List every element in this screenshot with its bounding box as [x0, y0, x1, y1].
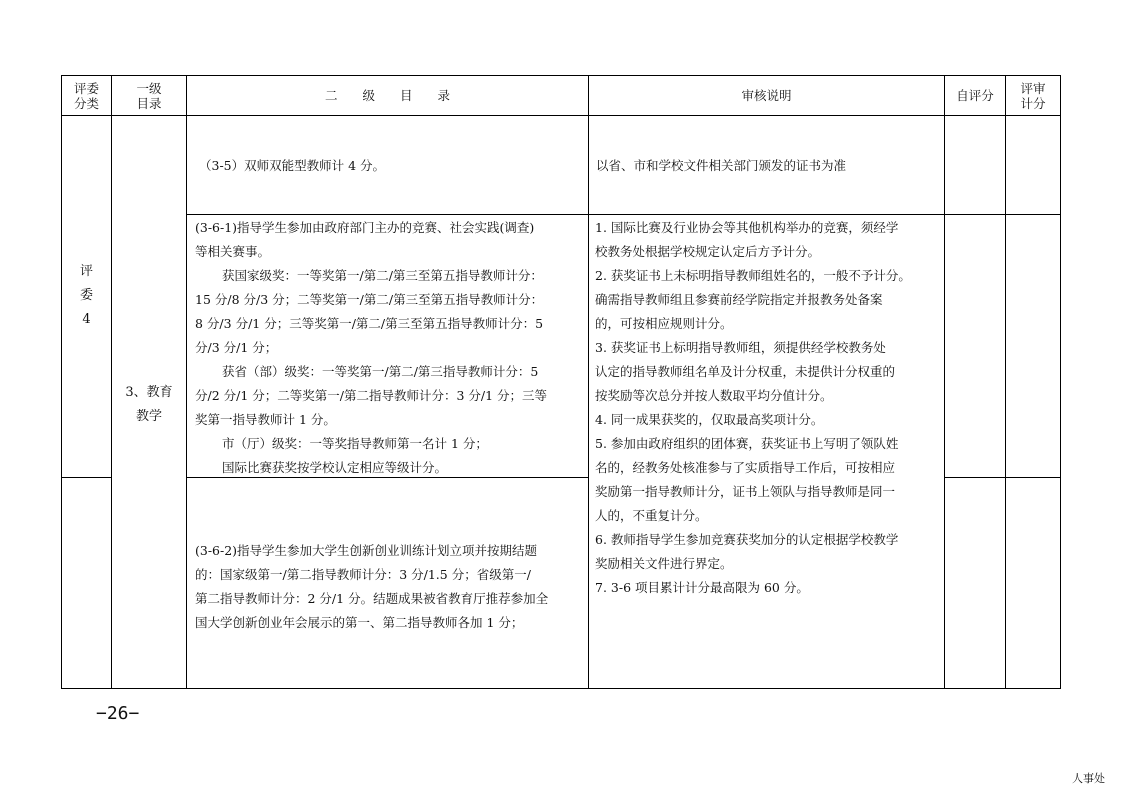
row3-line: (3-6-2)指导学生参加大学生创新创业训练计划立项并按期结题 — [195, 543, 538, 558]
note-line: 2. 获奖证书上未标明指导教师组姓名的，一般不予计分。 — [595, 268, 911, 283]
col-border-3 — [588, 75, 589, 689]
row2-line: 分/2 分/1 分；二等奖第一/第二指导教师计分：3 分/1 分；三等 — [195, 388, 548, 403]
col-border-6 — [1060, 75, 1061, 689]
row2-line: 分/3 分/1 分； — [195, 340, 278, 355]
header-review-score-line1: 评审 — [1020, 80, 1046, 96]
note-line: 确需指导教师组且参赛前经学院指定并报教务处备案 — [595, 292, 883, 307]
note-line: 5. 参加由政府组织的团体赛，获奖证书上写明了领队姓 — [595, 436, 899, 451]
category-cell — [62, 260, 111, 332]
row2-bottom-border-scores — [944, 477, 1061, 478]
note-line: 3. 获奖证书上标明指导教师组，须提供经学校教务处 — [595, 340, 886, 355]
header-review-score-line2: 计分 — [1020, 95, 1046, 111]
level1-line1: 3、教育 — [125, 385, 173, 400]
note-line: 人的，不重复计分。 — [595, 508, 708, 523]
level1-line2: 教学 — [135, 409, 162, 424]
header-review-notes — [589, 76, 944, 115]
header-category — [62, 76, 111, 115]
col-border-2 — [186, 75, 187, 689]
note-line: 1. 国际比赛及行业协会等其他机构举办的竞赛，须经学 — [595, 220, 899, 235]
level1-cell — [112, 381, 186, 429]
page-number: −26− — [96, 703, 140, 724]
row1-item: （3-5）双师双能型教师计 4 分。 — [199, 158, 386, 173]
row2-line: 15 分/8 分/3 分；二等奖第一/第二/第三至第五指导教师计分： — [195, 292, 544, 307]
row2-line: 国际比赛获奖按学校认定相应等级计分。 — [222, 460, 448, 475]
note-line: 按奖励等次总分并按人数取平均分值计分。 — [595, 388, 833, 403]
note-line: 认定的指导教师组名单及计分权重，未提供计分权重的 — [595, 364, 896, 379]
header-bottom-border — [61, 115, 1061, 116]
row3-line: 第二指导教师计分：2 分/1 分。结题成果被省教育厅推荐参加全 — [195, 591, 549, 606]
note-line: 6. 教师指导学生参加竞赛获奖加分的认定根据学校教学 — [595, 532, 899, 547]
corner-mark: 人事处 — [1072, 772, 1105, 785]
header-self-score — [945, 76, 1005, 115]
row2-line: 奖第一指导教师计 1 分。 — [195, 412, 336, 427]
row2-line: 获省（部）级奖：一等奖第一/第二/第三指导教师计分：5 — [222, 364, 539, 379]
row3-line: 国大学创新创业年会展示的第一、第二指导教师各加 1 分； — [195, 615, 524, 630]
header-level1-line1: 一级 — [136, 80, 162, 96]
header-category-line2: 分类 — [73, 95, 99, 111]
header-level1-line2: 目录 — [136, 95, 162, 111]
row1-bottom-border — [187, 214, 1061, 215]
col-border-4 — [944, 75, 945, 689]
row2-bottom-border-left — [61, 477, 111, 478]
row2-line: 8 分/3 分/1 分；三等奖第一/第二/第三至第五指导教师计分：5 — [195, 316, 544, 331]
row2-line: 等相关赛事。 — [195, 244, 271, 259]
header-category-line1: 评委 — [73, 80, 99, 96]
header-self-score-label: 自评分 — [956, 88, 994, 103]
note-line: 的，可按相应规则计分。 — [595, 316, 733, 331]
note-line: 奖励第一指导教师计分，证书上领队与指导教师是同一 — [595, 484, 896, 499]
note-line: 奖励相关文件进行界定。 — [595, 556, 733, 571]
row3-line: 的：国家级第一/第二指导教师计分：3 分/1.5 分；省级第一/ — [195, 567, 531, 582]
header-review-score — [1006, 76, 1060, 115]
row2-line: 市（厅）级奖：一等奖指导教师第一名计 1 分； — [222, 436, 488, 451]
category-line1: 评 — [79, 264, 93, 279]
note-line: 校教务处根据学校规定认定后方予计分。 — [595, 244, 821, 259]
header-level2-label: 二 级 目 录 — [324, 88, 450, 103]
col-border-5 — [1005, 75, 1006, 689]
col-border-0 — [61, 75, 62, 689]
header-review-notes-label: 审核说明 — [741, 88, 792, 103]
row1-note: 以省、市和学校文件相关部门颁发的证书为准 — [596, 158, 847, 173]
header-level1 — [112, 76, 186, 115]
header-level2 — [187, 76, 588, 115]
table-bottom-border — [61, 688, 1061, 689]
note-line: 名的，经教务处核准参与了实质指导工作后，可按相应 — [595, 460, 896, 475]
note-line: 4. 同一成果获奖的，仅取最高奖项计分。 — [595, 412, 824, 427]
row2-line: 获国家级奖：一等奖第一/第二/第三至第五指导教师计分： — [222, 268, 543, 283]
row2-line: (3-6-1)指导学生参加由政府部门主办的竞赛、社会实践(调查) — [195, 220, 535, 235]
category-line3: 4 — [82, 312, 91, 327]
category-line2: 委 — [79, 288, 93, 303]
note-line: 7. 3-6 项目累计计分最高限为 60 分。 — [595, 580, 809, 595]
